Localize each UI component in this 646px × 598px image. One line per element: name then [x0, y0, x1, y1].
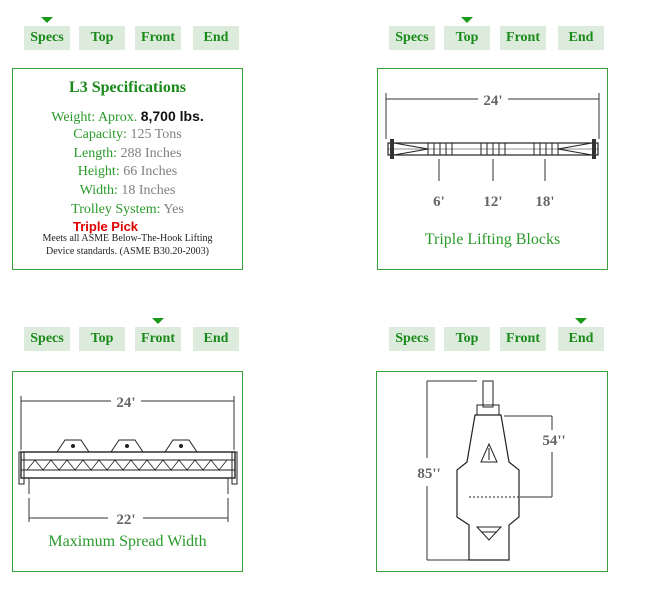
- spec-trolley: Trolley System: Yes: [71, 202, 184, 217]
- top-view-caption: Triple Lifting Blocks: [424, 231, 561, 248]
- spec-width: Width: 18 Inches: [79, 183, 176, 198]
- tab-end[interactable]: End: [558, 26, 604, 50]
- active-tab-indicator-icon: [575, 318, 587, 324]
- tab-top[interactable]: Top: [444, 327, 490, 351]
- front-view-panel: [12, 371, 243, 572]
- front-overall-dimension: 24': [116, 395, 136, 411]
- tab-front[interactable]: Front: [135, 26, 181, 50]
- active-tab-indicator-icon: [461, 17, 473, 23]
- asme-note: Meets all ASME Below-The-Hook Lifting Device standards. (ASME B30.20-2003): [42, 233, 213, 257]
- top-mark-6: 6': [433, 194, 445, 210]
- spec-height: Height: 66 Inches: [77, 164, 178, 179]
- end-upper-dimension: 54'': [542, 433, 566, 449]
- front-spread-dimension: 22': [116, 512, 136, 528]
- specs-panel: [12, 68, 243, 270]
- spec-weight: Weight: Aprox. 8,700 lbs.: [51, 108, 204, 125]
- spec-length: Length: 288 Inches: [73, 146, 182, 161]
- tab-top[interactable]: Top: [444, 26, 490, 50]
- tab-top[interactable]: Top: [79, 26, 125, 50]
- end-height-dimension: 85'': [417, 466, 441, 482]
- tab-specs[interactable]: Specs: [389, 26, 435, 50]
- tab-top[interactable]: Top: [79, 327, 125, 351]
- top-mark-12: 12': [483, 194, 503, 210]
- top-overall-dimension: 24': [483, 93, 503, 109]
- top-mark-18: 18': [535, 194, 555, 210]
- tab-specs[interactable]: Specs: [24, 327, 70, 351]
- front-view-caption: Maximum Spread Width: [48, 533, 207, 550]
- triple-pick-label: Triple Pick: [73, 219, 139, 234]
- end-view-panel: [376, 371, 608, 572]
- active-tab-indicator-icon: [152, 318, 164, 324]
- top-view-panel: [377, 68, 608, 270]
- tab-end[interactable]: End: [558, 327, 604, 351]
- tab-front[interactable]: Front: [500, 327, 546, 351]
- spec-capacity: Capacity: 125 Tons: [73, 127, 182, 142]
- tab-specs[interactable]: Specs: [389, 327, 435, 351]
- tab-end[interactable]: End: [193, 26, 239, 50]
- tab-front[interactable]: Front: [500, 26, 546, 50]
- end-view-drawing: [377, 372, 609, 573]
- tab-front[interactable]: Front: [135, 327, 181, 351]
- tab-end[interactable]: End: [193, 327, 239, 351]
- tab-specs[interactable]: Specs: [24, 26, 70, 50]
- active-tab-indicator-icon: [41, 17, 53, 23]
- specs-title: L3 Specifications: [69, 79, 186, 96]
